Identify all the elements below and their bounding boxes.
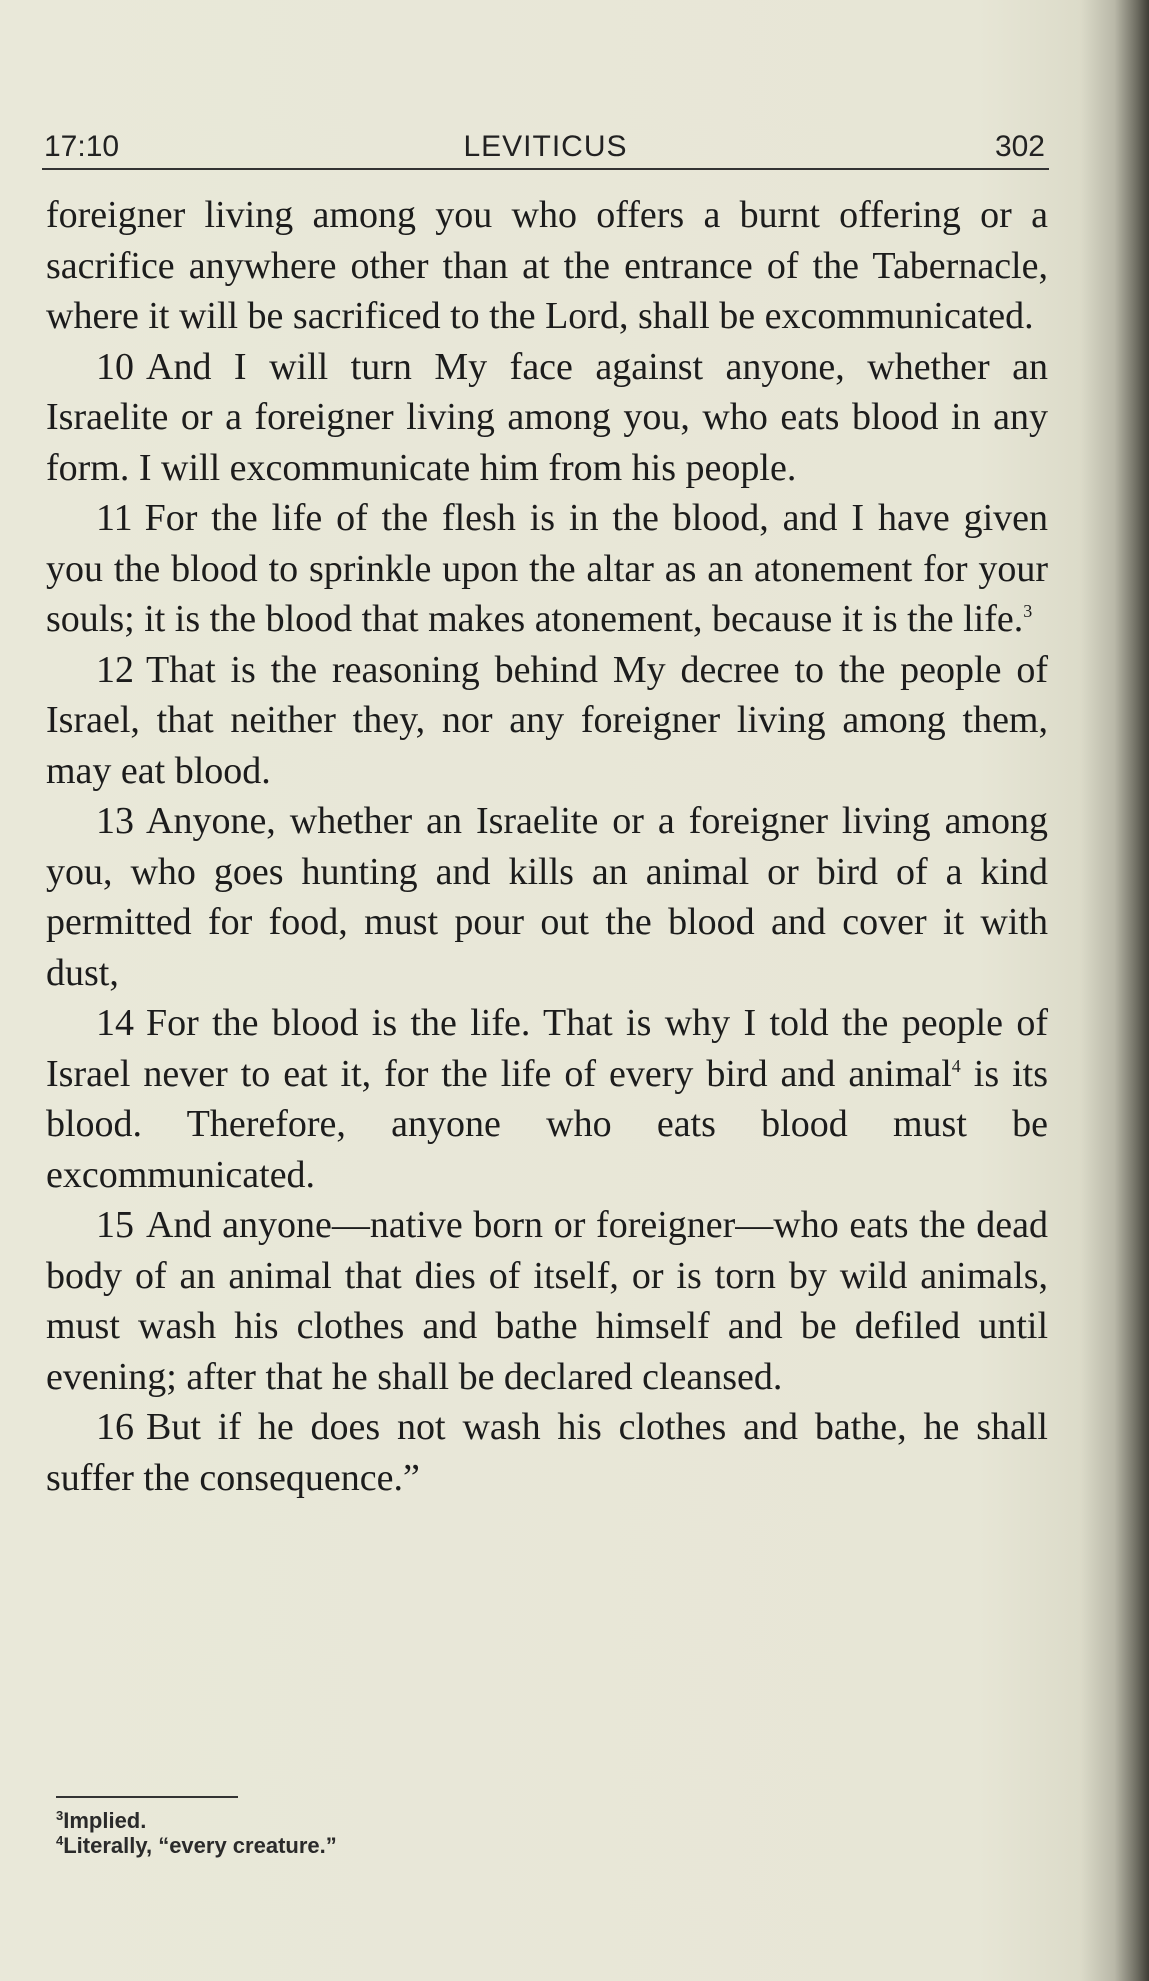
verse-number: 11 (96, 497, 133, 539)
verse-text: Anyone, whether an Israelite or a foreigner living among you, who goes hunting and kills an animal or bird of a kind permitted for food, must pour out the blood and cover it with dust, (46, 800, 1048, 994)
verse-number: 15 (96, 1204, 134, 1246)
verse-text: For the blood is the life. That is why I told the people of Israel never to eat it, for the life of every bird and animal (46, 1002, 1048, 1095)
footnote-divider (56, 1796, 238, 1798)
verse-text: That is the reasoning behind My decree to the people of Israel, that neither they, nor any foreigner living among them, may eat blood. (46, 648, 1048, 792)
verse-number: 16 (96, 1406, 134, 1448)
verse-16 (46, 1402, 1048, 1503)
footnote-ref-4[interactable]: 4 (951, 1055, 961, 1076)
verse-14 (46, 998, 1048, 1200)
verse-10 (46, 342, 1048, 494)
running-header (42, 128, 1049, 170)
footnotes (56, 1796, 337, 1858)
verse-text: But if he does not wash his clothes and bathe, he shall suffer the consequence.” (46, 1406, 1048, 1499)
verse-number: 12 (96, 648, 134, 691)
footnote-4 (56, 1833, 337, 1858)
header-chapter-verse: 17:10 (44, 130, 120, 163)
verse-11 (46, 493, 1048, 645)
footnote-mark: 3 (56, 1808, 64, 1823)
verse-12 (46, 645, 1048, 797)
footnote-3 (56, 1808, 337, 1833)
footnote-ref-3[interactable]: 3 (1023, 601, 1033, 621)
footnote-text: Implied. (63, 1808, 147, 1833)
footnote-mark: 4 (56, 1833, 64, 1848)
continuation-paragraph: foreigner living among you who offers a burnt offering or a sacrifice anywhere other than at the entrance of the Tabernacle, where it will be sacrificed to the Lord, shall be excommunicated. (46, 194, 1048, 337)
footnote-text: Literally, “every creature.” (63, 1833, 337, 1858)
verse-number: 10 (96, 345, 134, 388)
scripture-text (46, 190, 1048, 1503)
verse-text: And anyone—native born or foreigner—who eats the dead body of an animal that dies of itself, or is torn by wild animals, must wash his clothes and bathe himself and be defiled until evening; after that he shall be declared cleansed. (46, 1204, 1048, 1398)
verse-text-cont: is its blood. Therefore, anyone who eats blood must be excommunicated. (46, 1052, 1048, 1196)
header-page-number: 302 (994, 130, 1045, 163)
verse-13 (46, 796, 1048, 998)
verse-text: For the life of the flesh is in the blood, and I have given you the blood to sprinkle upon the altar as an atonement for your souls; it is the blood that makes atonement, because it is the life. (46, 497, 1048, 640)
header-book-title: LEVITICUS (463, 130, 628, 163)
verse-15 (46, 1200, 1048, 1402)
verse-number: 13 (96, 800, 134, 842)
verse-text: And I will turn My face against anyone, whether an Israelite or a foreigner living among you, who eats blood in any form. I will excommunicate him from his people. (46, 345, 1048, 489)
verse-number: 14 (96, 1002, 134, 1044)
